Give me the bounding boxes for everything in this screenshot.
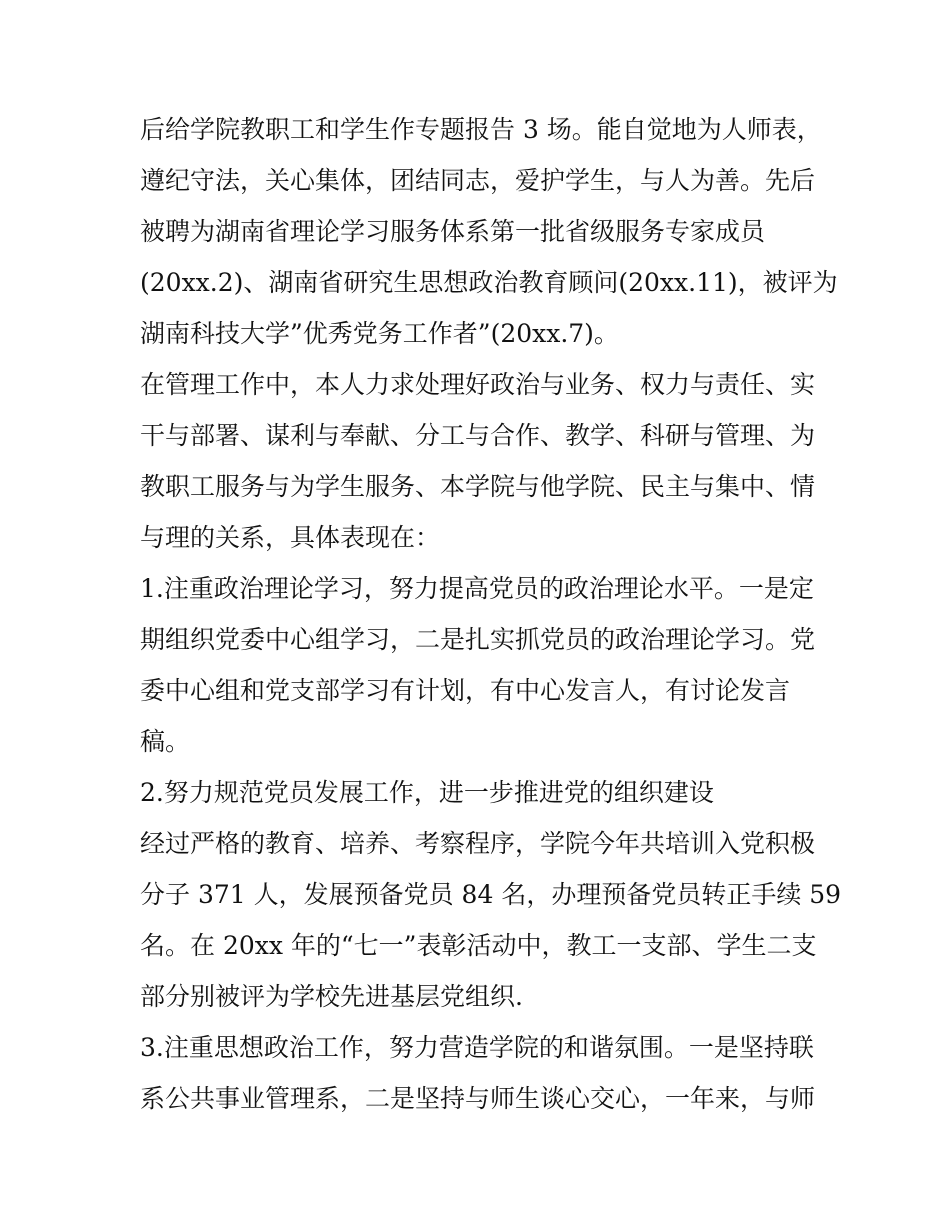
text-line: 委中心组和党支部学习有计划，有中心发言人，有讨论发言 [140, 676, 791, 705]
document-body [140, 104, 842, 1124]
text-line: 期组织党委中心组学习，二是扎实抓党员的政治理论学习。党 [140, 625, 816, 654]
list-item-3-line: 3.注重思想政治工作，努力营造学院的和谐氛围。一是坚持联 [140, 1033, 814, 1062]
text-line: 名。在 20xx 年的“七一”表彰活动中，教工一支部、学生二支 [140, 931, 817, 960]
text-line: 系公共事业管理系，二是坚持与师生谈心交心，一年来，与师 [140, 1084, 816, 1113]
text-line: 遵纪守法，关心集体，团结同志，爱护学生，与人为善。先后 [140, 166, 816, 195]
text-line: 湖南科技大学”优秀党务工作者”(20xx.7)。 [140, 319, 619, 348]
text-line: 分子 371 人，发展预备党员 84 名，办理预备党员转正手续 59 [140, 880, 842, 909]
paragraph-start-line: 在管理工作中，本人力求处理好政治与业务、权力与责任、实 [140, 370, 816, 399]
list-item-1-line: 1.注重政治理论学习，努力提高党员的政治理论水平。一是定 [140, 574, 814, 603]
text-line: 后给学院教职工和学生作专题报告 3 场。能自觉地为人师表， [140, 115, 822, 144]
text-line: (20xx.2)、湖南省研究生思想政治教育顾问(20xx.11)，被评为 [140, 268, 838, 297]
text-line: 稿。 [140, 727, 191, 756]
list-item-2-line: 2.努力规范党员发展工作，进一步推进党的组织建设 [140, 778, 714, 807]
text-line: 与理的关系，具体表现在： [140, 523, 441, 552]
text-line: 被聘为湖南省理论学习服务体系第一批省级服务专家成员 [140, 217, 766, 246]
text-line: 部分别被评为学校先进基层党组织. [140, 982, 523, 1011]
text-line: 干与部署、谋利与奉献、分工与合作、教学、科研与管理、为 [140, 421, 816, 450]
text-line: 教职工服务与为学生服务、本学院与他学院、民主与集中、情 [140, 472, 816, 501]
text-line: 经过严格的教育、培养、考察程序，学院今年共培训入党积极 [140, 829, 816, 858]
